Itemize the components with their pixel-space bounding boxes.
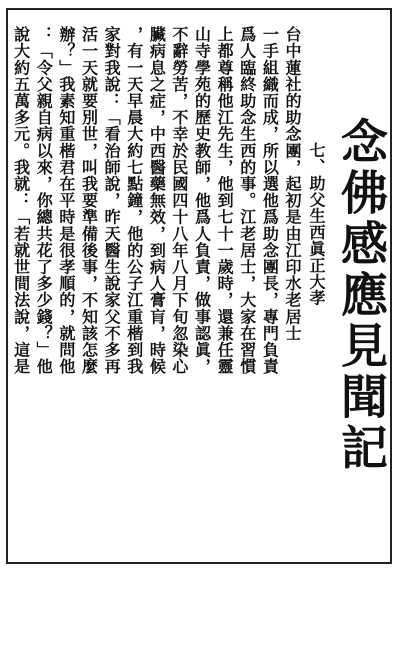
text-column: 說大約五萬多元。我就：「若就世間法說，這是 [11,26,31,375]
text-column: 辦？」我素知重楷君在平時是很孝順的，就問他 [56,26,76,375]
page-content [10,12,388,560]
text-column: 活一天就要別世，叫我要準備後事，不知該怎麼 [79,26,99,375]
text-column: 不辭勞苦，不幸於民國四十八年八月下旬忽染心 [169,26,189,375]
text-column: 爲人臨終助念生西的事。江老居士，大家在習慣 [237,26,257,375]
text-column: 上都尊稱他江先生，他到七十一歲時，還兼任靈 [215,26,235,375]
text-column: ：「令父親自病以來，你總共花了多少錢？」他 [34,26,54,375]
text-column: 山寺學苑的歷史教師，他爲人負責，做事認眞， [192,26,212,375]
text-column: 家對我說：「看治師說，昨天醫生說家父不多再 [102,26,122,375]
section-heading: 七、助父生西眞正大孝 [306,142,326,306]
text-column: 台中蓮社的助念團，起初是由江印水老居士 [282,26,302,342]
page-title: 念佛感應見聞記 [333,117,388,474]
text-column: 臟病息之症，中西醫藥無效，到病人膏肓，時候 [147,26,167,375]
text-column: 一手組織而成，所以選他爲助念團長，專門負責 [260,26,280,375]
text-column: ，有一天早晨大約七點鐘，他的公子江重楷到我 [124,26,144,375]
